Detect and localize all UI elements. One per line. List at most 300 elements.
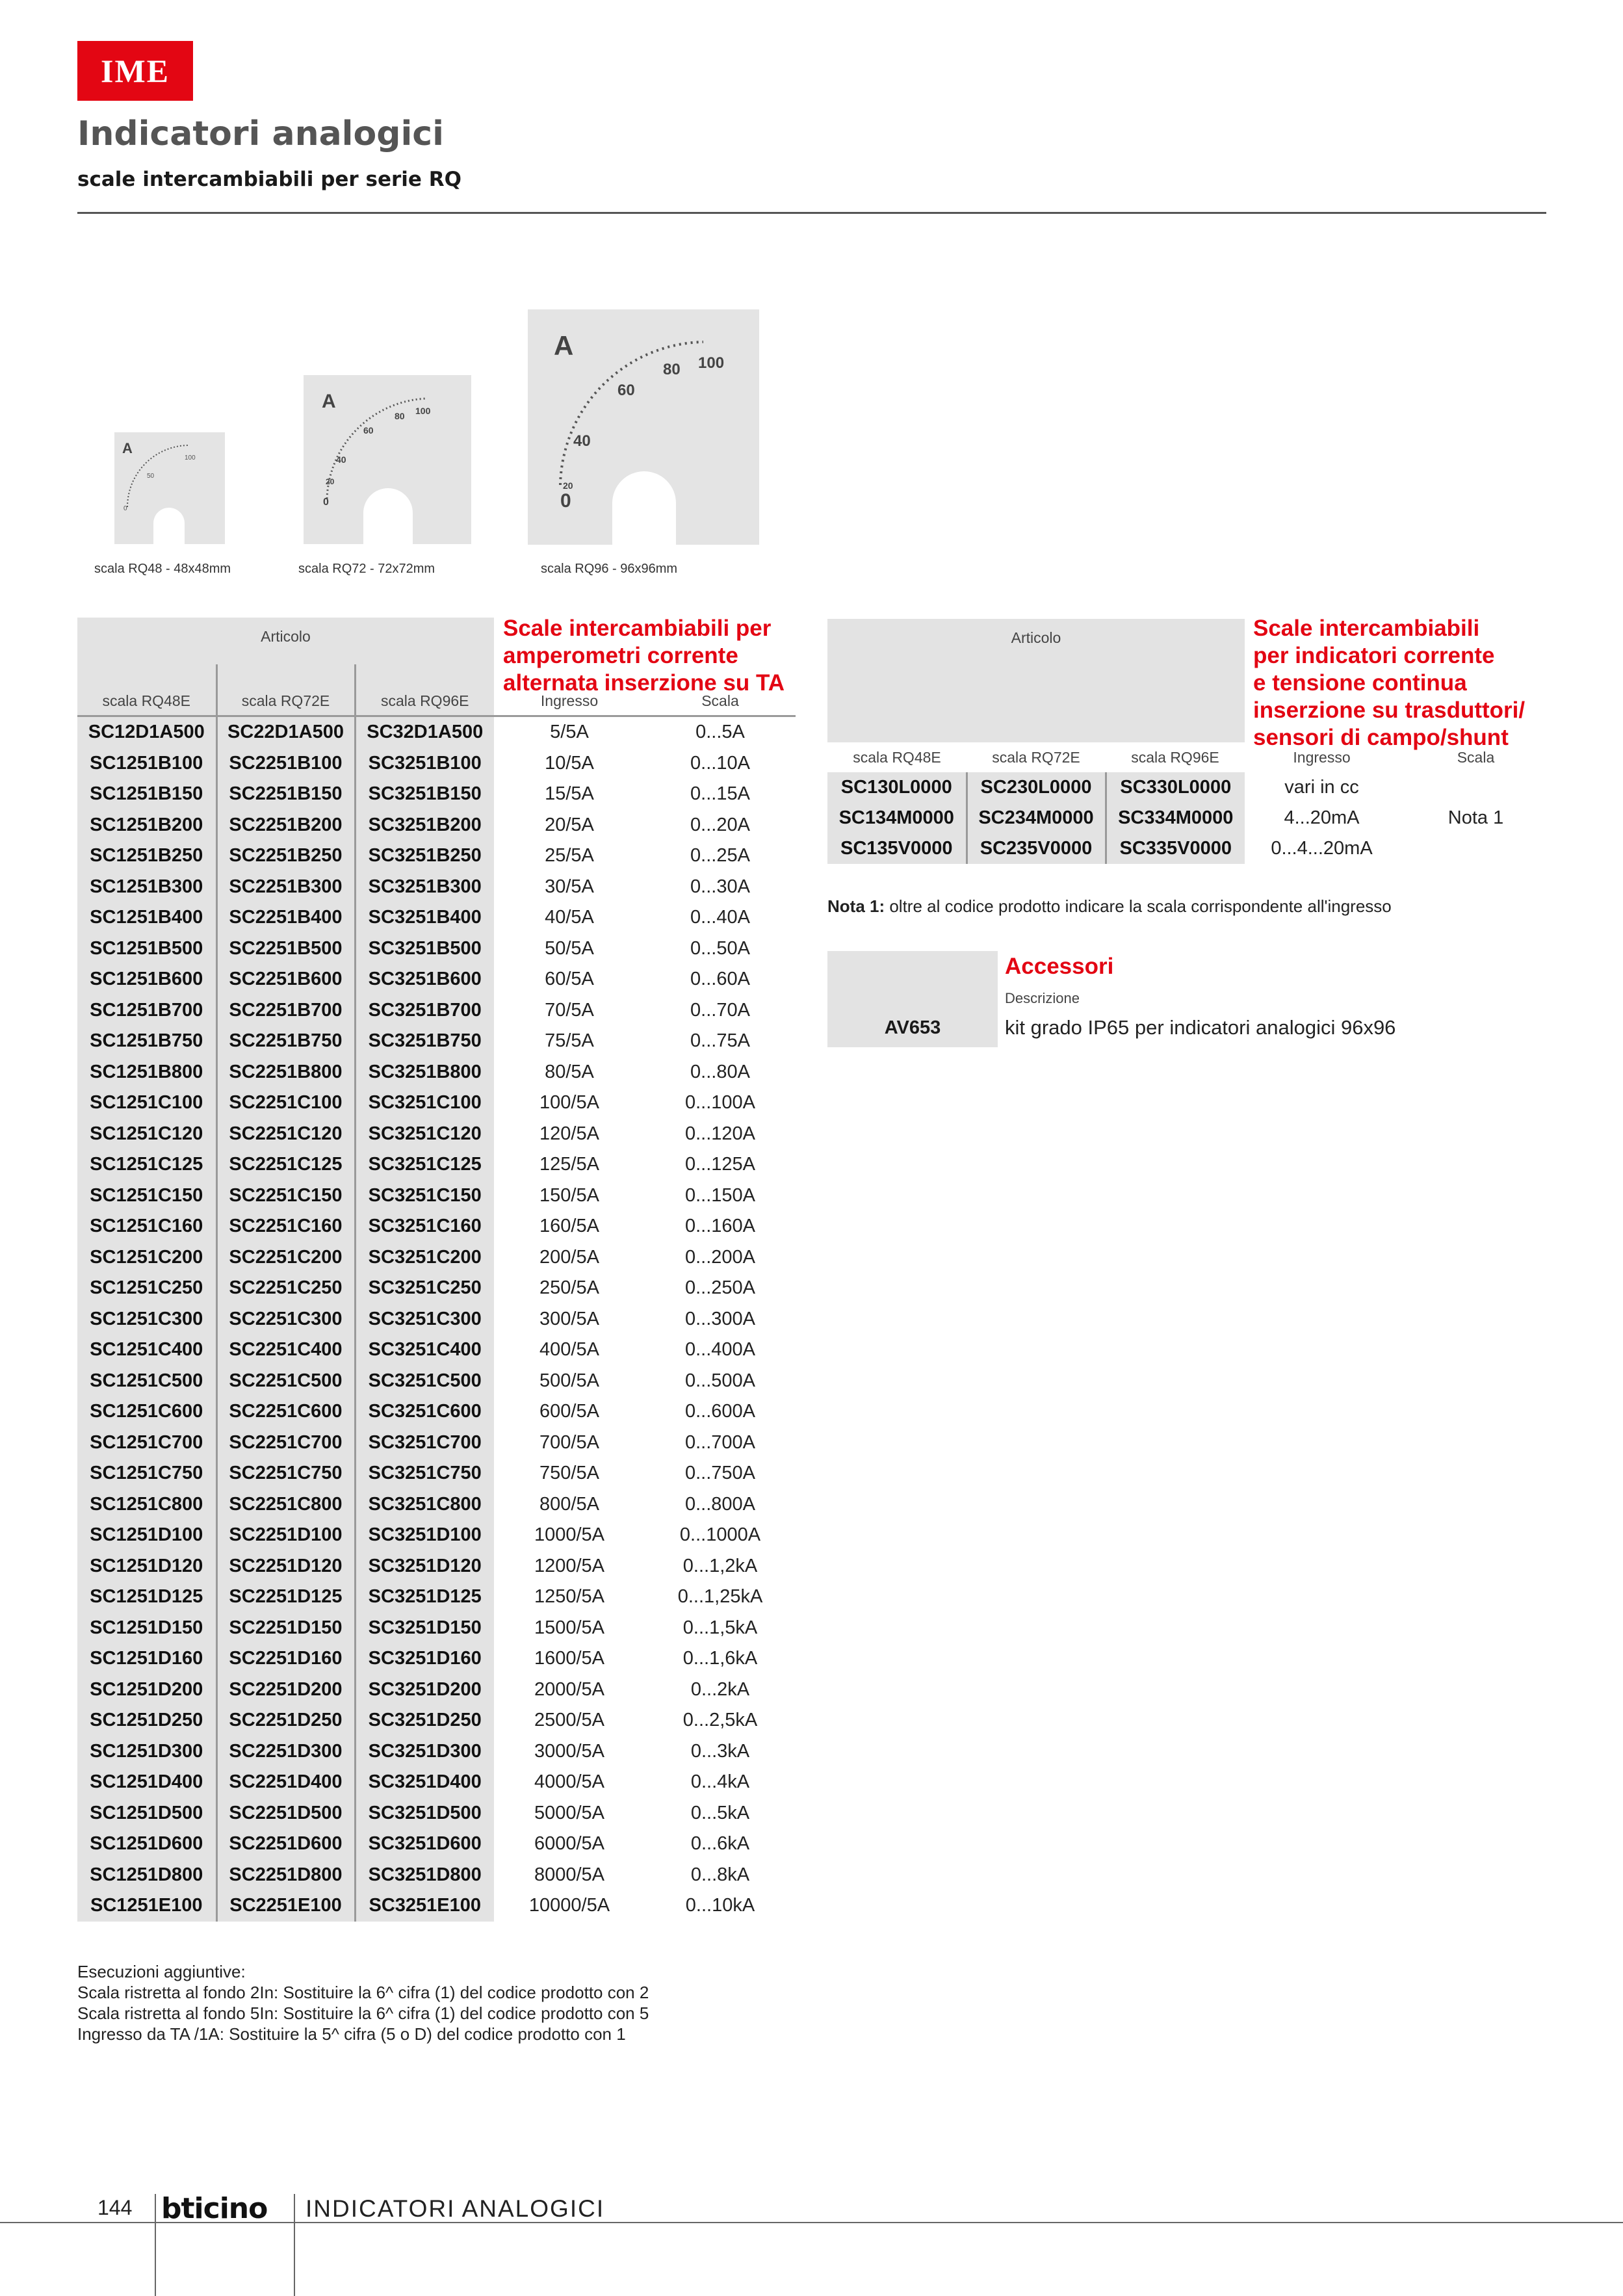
code-rq72: SC2251C600 [216,1396,355,1428]
table-row [77,1458,796,1489]
code-rq48: SC1251C300 [77,1304,216,1335]
code-rq48: SC12D1A500 [77,716,216,748]
table-header-row [827,619,1553,657]
code-rq72: SC2251B600 [216,964,355,995]
code-rq96: SC3251C250 [355,1273,494,1304]
ingresso-value: 5000/5A [534,1802,605,1823]
col-header-rq48: scala RQ48E [853,748,941,766]
code-rq48: SC1251C160 [77,1211,216,1242]
col-header-scala: Scala [701,692,739,709]
table-row [77,1736,796,1768]
scale-image-rq72 [304,375,471,544]
scale-number: 0 [123,505,127,512]
title-line: amperometri corrente [503,643,738,668]
ingresso-value: 125/5A [539,1154,599,1175]
scala-value: 0...120A [684,1123,756,1144]
ingresso-value: 2500/5A [534,1710,605,1731]
table-row [77,716,796,748]
code-rq72: SC2251B750 [216,1026,355,1057]
scale-number: 80 [395,411,405,421]
code-rq48: SC1251D600 [77,1829,216,1860]
code-rq48: SC1251D160 [77,1643,216,1675]
scala-value: 0...150A [684,1184,756,1206]
scala-value: 0...25A [690,845,750,867]
code-rq72: SC2251B700 [216,995,355,1026]
code-rq72: SC2251C750 [216,1458,355,1489]
table-row [77,1643,796,1675]
table-row [77,1582,796,1613]
table-row [77,1890,796,1922]
table-row [77,1551,796,1582]
code-rq72: SC235V0000 [967,833,1106,864]
col-header-rq72: scala RQ72E [992,748,1080,766]
code-rq48: SC1251D400 [77,1767,216,1798]
ingresso-value: vari in cc [1284,777,1359,798]
code-rq96: SC3251B500 [355,933,494,965]
code-rq96: SC3251B400 [355,902,494,933]
image-caption: scala RQ96 - 96x96mm [541,562,678,576]
code-rq48: SC1251B750 [77,1026,216,1057]
code-rq48: SC1251C800 [77,1489,216,1520]
code-rq48: SC1251C750 [77,1458,216,1489]
scala-value: 0...200A [684,1246,756,1268]
col-header-ingresso: Ingresso [540,692,599,709]
code-rq72: SC2251E100 [216,1890,355,1922]
table-row [77,1675,796,1706]
code-rq72: SC2251B400 [216,902,355,933]
scala-value: 0...3kA [690,1740,750,1762]
table-row [77,1428,796,1459]
code-rq48: SC1251C700 [77,1428,216,1459]
ingresso-value: 150/5A [539,1184,599,1206]
code-rq72: SC2251B800 [216,1057,355,1088]
code-rq72: SC2251B100 [216,748,355,779]
scala-value: 0...10A [690,752,750,774]
page-subtitle: scale intercambiabili per serie RQ [77,168,461,191]
code-rq72: SC2251C150 [216,1181,355,1212]
code-rq48: SC1251C500 [77,1366,216,1397]
code-rq72: SC2251D800 [216,1860,355,1891]
code-rq72: SC2251B250 [216,841,355,872]
table-row [77,933,796,965]
code-rq72: SC2251D200 [216,1675,355,1706]
code-rq48: SC1251B150 [77,779,216,810]
ingresso-value: 2000/5A [534,1678,605,1700]
table-row [77,1767,796,1798]
code-rq72: SC2251C120 [216,1119,355,1150]
unit-label: A [554,330,574,361]
col-header-rq96: scala RQ96E [355,664,494,716]
code-rq48: SC1251C600 [77,1396,216,1428]
ingresso-value: 6000/5A [534,1833,605,1855]
code-rq72: SC2251C200 [216,1242,355,1273]
scala-value: 0...700A [684,1431,756,1453]
ingresso-value: 800/5A [539,1493,599,1515]
bticino-logo: bticino [161,2192,268,2225]
scala-value: Nota 1 [1448,807,1504,828]
ingresso-value: 20/5A [545,814,594,835]
table-row [77,1396,796,1428]
articolo-header: Articolo [827,619,1245,657]
code-rq96: SC3251D150 [355,1613,494,1644]
ingresso-value: 200/5A [539,1246,599,1268]
code-rq48: SC1251C200 [77,1242,216,1273]
table-row [77,1181,796,1212]
scala-value: 0...600A [684,1401,756,1422]
ingresso-value: 80/5A [545,1061,594,1082]
title-line: inserzione su trasduttori/ [1253,698,1526,723]
note-line: Scala ristretta al fondo 2In: Sostituire la 6^ cifra (1) del codice prodotto con 2 [77,1983,649,2002]
code-rq96: SC3251C500 [355,1366,494,1397]
code-rq48: SC1251D120 [77,1551,216,1582]
table-row [77,964,796,995]
ingresso-value: 120/5A [539,1123,599,1144]
code-rq72: SC2251D150 [216,1613,355,1644]
ingresso-value: 3000/5A [534,1740,605,1762]
scala-value: 0...30A [690,876,750,897]
code-rq48: SC1251B600 [77,964,216,995]
code-rq72: SC22D1A500 [216,716,355,748]
accessori-title: Accessori [1005,954,1114,979]
code-rq72: SC2251D250 [216,1705,355,1736]
table-row [77,1705,796,1736]
table-row [77,841,796,872]
table-row [77,1149,796,1181]
title-line: per indicatori corrente [1253,643,1495,668]
code-rq72: SC2251C300 [216,1304,355,1335]
scala-value: 0...1,5kA [682,1617,758,1638]
code-rq48: SC1251D125 [77,1582,216,1613]
scala-value: 0...1,25kA [677,1586,763,1608]
scala-value: 0...5kA [690,1802,750,1823]
scale-number: 0 [323,497,329,508]
code-rq96: SC3251B700 [355,995,494,1026]
code-rq96: SC32D1A500 [355,716,494,748]
scala-value: 0...125A [684,1154,756,1175]
scale-number: 0 [560,490,571,512]
code-rq72: SC2251C250 [216,1273,355,1304]
code-rq72: SC2251D600 [216,1829,355,1860]
scala-value: 0...4kA [690,1771,750,1793]
code-rq96: SC3251D600 [355,1829,494,1860]
col-header-rq72: scala RQ72E [216,664,355,716]
code-rq48: SC1251D500 [77,1798,216,1829]
ingresso-value: 1250/5A [534,1586,605,1608]
ingresso-value: 0...4...20mA [1271,838,1373,859]
ingresso-value: 4...20mA [1284,807,1360,828]
code-rq72: SC2251C700 [216,1428,355,1459]
code-rq48: SC1251B500 [77,933,216,965]
code-rq48: SC1251B100 [77,748,216,779]
scala-value: 0...250A [684,1277,756,1299]
code-rq96: SC3251D250 [355,1705,494,1736]
table-row [77,1489,796,1520]
scale-number: 50 [147,473,155,480]
code-rq48: SC1251B400 [77,902,216,933]
logo-text: IME [101,53,170,89]
ingresso-value: 1000/5A [534,1524,605,1546]
ingresso-value: 1600/5A [534,1648,605,1669]
scala-value: 0...500A [684,1370,756,1391]
code-rq48: SC1251C120 [77,1119,216,1150]
scala-value: 0...100A [684,1092,756,1114]
table-row [77,1520,796,1551]
code-rq96: SC3251C750 [355,1458,494,1489]
image-caption: scala RQ72 - 72x72mm [298,562,435,576]
ime-logo [77,41,193,101]
code-rq72: SC2251C500 [216,1366,355,1397]
scala-value: 0...10kA [685,1895,755,1916]
code-rq48: SC1251D800 [77,1860,216,1891]
unit-label: A [122,440,133,456]
code-rq96: SC3251B600 [355,964,494,995]
code-rq72: SC2251C125 [216,1149,355,1181]
ingresso-value: 100/5A [539,1092,599,1114]
scala-value: 0...800A [684,1493,756,1515]
code-rq96: SC3251C125 [355,1149,494,1181]
table-row [77,810,796,841]
ingresso-value: 600/5A [539,1401,599,1422]
code-rq48: SC1251C400 [77,1335,216,1366]
scala-value: 0...8kA [690,1864,750,1885]
scale-number: 40 [336,454,346,465]
nota-1 [827,896,1392,917]
table-header-row [77,618,796,655]
ingresso-value: 70/5A [545,999,594,1021]
scala-value: 0...80A [690,1061,750,1082]
code-rq72: SC2251B150 [216,779,355,810]
note-line: Ingresso da TA /1A: Sostituire la 5^ cifra (5 o D) del codice prodotto con 1 [77,2024,626,2044]
title-line: alternata inserzione su TA [503,670,785,696]
scala-value: 0...20A [690,814,750,835]
code-rq72: SC234M0000 [967,803,1106,833]
note-line: Scala ristretta al fondo 5In: Sostituire la 6^ cifra (1) del codice prodotto con 5 [77,2003,649,2023]
scala-value: 0...300A [684,1308,756,1329]
code-rq48: SC1251B700 [77,995,216,1026]
ingresso-value: 30/5A [545,876,594,897]
scala-value: 0...1000A [679,1524,761,1546]
ingresso-value: 25/5A [545,845,594,867]
code-rq96: SC3251D800 [355,1860,494,1891]
table-row [77,1366,796,1397]
scala-value: 0...2,5kA [682,1710,758,1731]
ingresso-value: 700/5A [539,1431,599,1453]
code-rq96: SC3251B150 [355,779,494,810]
table-row [77,1613,796,1644]
title-line: sensori di campo/shunt [1253,725,1509,750]
scale-number: 60 [617,382,635,399]
articolo-header: Articolo [77,618,494,655]
table-row [77,1335,796,1366]
code-rq96: SC3251D160 [355,1643,494,1675]
scale-number: 100 [185,454,196,462]
scale-number: 80 [663,361,681,378]
ingresso-value: 40/5A [545,907,594,928]
table-row [77,1026,796,1057]
scale-number: 20 [563,480,573,491]
code-rq96: SC3251D300 [355,1736,494,1768]
table-row [77,1829,796,1860]
code-rq48: SC1251B300 [77,872,216,903]
col-header-rq96: scala RQ96E [1131,748,1219,766]
code-rq96: SC3251C800 [355,1489,494,1520]
scala-value: 0...750A [684,1463,756,1484]
ingresso-value: 15/5A [545,783,594,805]
code-rq96: SC3251C120 [355,1119,494,1150]
table-row [77,1273,796,1304]
code-rq96: SC3251D500 [355,1798,494,1829]
code-rq48: SC1251B250 [77,841,216,872]
ingresso-value: 500/5A [539,1370,599,1391]
code-rq72: SC2251B500 [216,933,355,965]
accessori-code: AV653 [884,1017,941,1038]
scale-number: 20 [326,477,335,486]
scala-value: 0...2kA [690,1678,750,1700]
code-rq48: SC1251C250 [77,1273,216,1304]
code-rq96: SC3251C700 [355,1428,494,1459]
table-row [77,1304,796,1335]
code-rq48: SC1251B200 [77,810,216,841]
table-subheader-row [77,664,796,716]
scala-value: 0...60A [690,969,750,990]
ingresso-value: 10/5A [545,752,594,774]
code-rq72: SC2251C100 [216,1088,355,1119]
code-rq96: SC3251D200 [355,1675,494,1706]
ingresso-value: 60/5A [545,969,594,990]
nota-label: Nota 1: [827,896,885,916]
notes-title: Esecuzioni aggiuntive: [77,1962,246,1981]
code-rq96: SC3251C200 [355,1242,494,1273]
code-rq72: SC2251C160 [216,1211,355,1242]
code-rq48: SC1251D150 [77,1613,216,1644]
table-row [77,902,796,933]
ingresso-value: 750/5A [539,1463,599,1484]
code-rq96: SC3251C100 [355,1088,494,1119]
ingresso-value: 8000/5A [534,1864,605,1885]
table-row [77,1211,796,1242]
code-rq96: SC3251B200 [355,810,494,841]
code-rq48: SC135V0000 [827,833,967,864]
code-rq48: SC1251C100 [77,1088,216,1119]
scala-value: 0...6kA [690,1833,750,1855]
section-title: INDICATORI ANALOGICI [305,2195,605,2222]
table-row [77,779,796,810]
scala-value: 0...50A [690,937,750,959]
code-rq48: SC1251C150 [77,1181,216,1212]
code-rq96: SC3251B750 [355,1026,494,1057]
ingresso-value: 400/5A [539,1339,599,1361]
table-subheader-row [827,742,1553,772]
scala-value: 0...1,2kA [682,1555,758,1576]
code-rq96: SC335V0000 [1106,833,1245,864]
code-rq72: SC2251C400 [216,1335,355,1366]
scale-number: 40 [573,432,591,450]
code-rq96: SC3251D100 [355,1520,494,1551]
code-rq96: SC3251B100 [355,748,494,779]
code-rq48: SC1251D200 [77,1675,216,1706]
unit-label: A [322,391,336,412]
code-rq72: SC2251C800 [216,1489,355,1520]
code-rq72: SC2251D125 [216,1582,355,1613]
code-rq96: SC3251D400 [355,1767,494,1798]
code-rq96: SC3251B300 [355,872,494,903]
code-rq96: SC334M0000 [1106,803,1245,833]
page-number: 144 [97,2196,133,2219]
title-line: e tensione continua [1253,670,1467,696]
code-rq72: SC2251D300 [216,1736,355,1768]
ingresso-value: 75/5A [545,1030,594,1052]
code-rq96: SC3251C600 [355,1396,494,1428]
scala-value: 0...70A [690,999,750,1021]
ingresso-value: 250/5A [539,1277,599,1299]
code-rq96: SC3251B250 [355,841,494,872]
ingresso-value: 160/5A [539,1216,599,1237]
code-rq96: SC3251C400 [355,1335,494,1366]
title-line: Scale intercambiabili [1253,616,1480,641]
code-rq72: SC2251D100 [216,1520,355,1551]
table-row [77,1798,796,1829]
ingresso-value: 50/5A [545,937,594,959]
ingresso-value: 1200/5A [534,1555,605,1576]
code-rq96: SC330L0000 [1106,772,1245,803]
code-rq72: SC2251D500 [216,1798,355,1829]
table-row [77,995,796,1026]
table-row [77,1119,796,1150]
table-row [77,1860,796,1891]
scala-value: 0...5A [645,716,796,748]
ingresso-value: 300/5A [539,1308,599,1329]
scala-value: 0...15A [690,783,750,805]
scale-image-rq48 [114,432,225,544]
accessori-header: Descrizione [1005,990,1080,1006]
ingresso-value: 5/5A [494,716,645,748]
scale-image-rq96 [528,309,759,545]
code-rq72: SC2251D120 [216,1551,355,1582]
image-caption: scala RQ48 - 48x48mm [94,562,231,576]
code-rq96: SC3251E100 [355,1890,494,1922]
nota-text: oltre al codice prodotto indicare la scala corrispondente all'ingresso [885,896,1392,916]
code-rq48: SC1251D300 [77,1736,216,1768]
scala-value: 0...160A [684,1216,756,1237]
table-row [77,1088,796,1119]
scala-value: 0...40A [690,907,750,928]
scala-value: 0...400A [684,1339,756,1361]
scale-number: 60 [363,425,374,436]
additional-notes [77,1961,649,2044]
scale-number: 100 [415,406,431,416]
scala-value: 0...1,6kA [682,1648,758,1669]
code-rq48: SC1251B800 [77,1057,216,1088]
table-row [827,772,1553,803]
header-divider [77,212,1546,214]
code-rq96: SC3251C150 [355,1181,494,1212]
table-ammeter-scales [77,618,796,1922]
col-header-rq48: scala RQ48E [77,664,216,716]
code-rq48: SC130L0000 [827,772,967,803]
table-row [77,748,796,779]
scala-value: 0...75A [690,1030,750,1052]
code-rq48: SC1251D100 [77,1520,216,1551]
code-rq72: SC2251B200 [216,810,355,841]
code-rq72: SC2251D400 [216,1767,355,1798]
table-row [77,872,796,903]
ingresso-value: 1500/5A [534,1617,605,1638]
title-line: Scale intercambiabili per [503,616,772,641]
page-title: Indicatori analogici [77,114,444,153]
accessori-description: kit grado IP65 per indicatori analogici 96x96 [1005,1016,1396,1039]
code-rq48: SC134M0000 [827,803,967,833]
code-rq72: SC230L0000 [967,772,1106,803]
